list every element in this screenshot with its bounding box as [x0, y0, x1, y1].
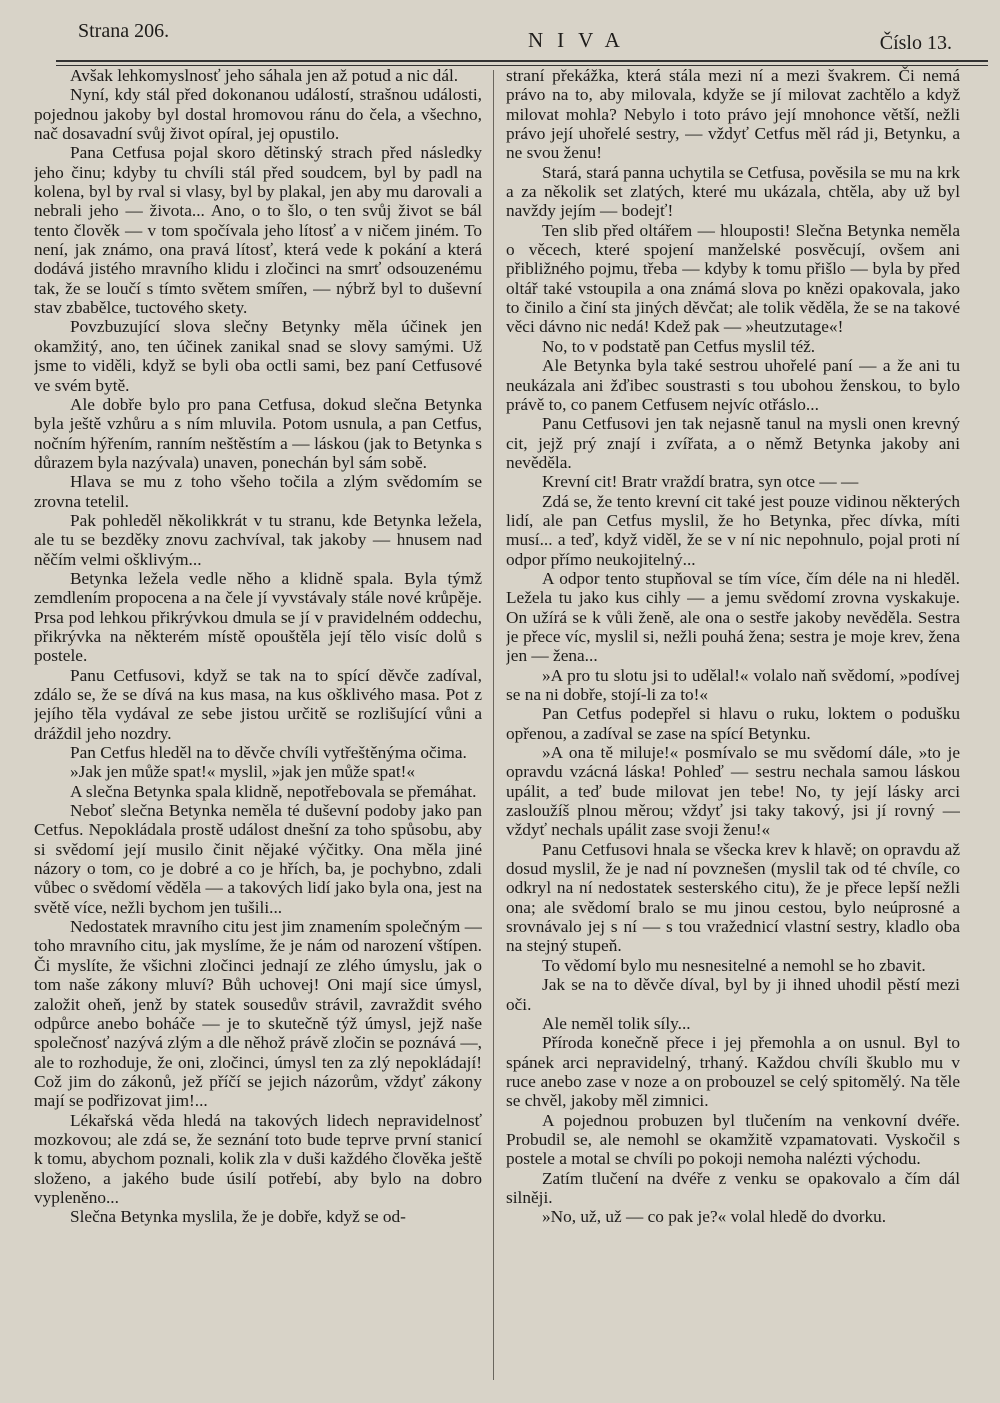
- paragraph: No, to v podstatě pan Cetfus myslil též.: [542, 336, 816, 356]
- paragraph: Zdá se, že tento krevní cit také jest pouze vidinou některých lidí, ale pan Cetfus myslil, že ho Betynka, přec dívka, míti musí... a teď, když viděl, že se v ní nic nepohnulo, pojal proti ní odpor přímo neukojitelný...: [506, 491, 960, 569]
- paragraph: Nedostatek mravního citu jest jim znamením společným — toho mravního citu, jak myslíme, že je nám od narození vštípen. Či myslíte, že všichni zločinci jednají ze zlého úmyslu, jak o tom naše zákony mluví? Bůh uchovej! Oni mají sice úmysl, založit oheň, jenž by statek sousedův strávil, zavraždit svého odpůrce anebo boháče — je to skutečně týž úmysl, jejž naše společnosť nazývá zlým a dle něhož právě zločin se poznává —, ale to rozhoduje, že oni, zločinci, úmysl ten za zlý nepokládají! Což jim do zákonů, jež příčí se jejich názorům, vždyť zákony mají se podřizovat jim!...: [34, 917, 482, 1111]
- paragraph: »A pro tu slotu jsi to udělal!« volalo naň svědomí, »podívej se na ni dobře, stojí-li za to!«: [506, 665, 960, 704]
- page-number: Strana 206.: [78, 20, 170, 42]
- paragraph: Jak se na to děvče díval, byl by ji ihned uhodil pěstí mezi oči.: [506, 975, 960, 1014]
- paragraph: Stará, stará panna uchytila se Cetfusa, pověsila se mu na krk a za několik set zlatých, které mu ukázala, chtěla, aby už byl navždy jejím — bodejť!: [506, 162, 960, 221]
- paragraph: Pan Cetfus hleděl na to děvče chvíli vytřeštěnýma očima.: [70, 743, 467, 763]
- paragraph: A odpor tento stupňoval se tím více, čím déle na ni hleděl. Ležela tu jako kus cihly — a jemu svědomí zrovna vyskakuje. On užírá se k vůli ženě, ale ona o sestře jakoby nevěděla. Sestra je přece víc, myslil si, nežli pouhá žena; sestra je moje krev, žena jen — žena...: [506, 568, 960, 666]
- paragraph: Betynka ležela vedle něho a klidně spala. Byla týmž zemdlením propocena a na čele jí vyvstávaly stále nové krůpěje. Prsa pod lehkou přikrývkou dmula se jí v pravidelném oddechu, přikrývka na některém místě opouštěla její tělo visíc dolů s postele.: [34, 568, 482, 666]
- paragraph: Ten slib před oltářem — hlouposti! Slečna Betynka neměla o věcech, které spojení manželské posvěcují, ovšem ani přibližného pojmu, třeba — kdyby k tomu přišlo — byla by před oltář také vstoupila a ona známá slova po knězi opakovala, jako to činilo a činí sta jiných děvčat; ale tolik věděla, že se na takové věci dávno nic nedá! Kdež pak — »heutzutage«!: [506, 220, 960, 337]
- paragraph: Zatím tlučení na dvéře z venku se opakovalo a čím dál silněji.: [506, 1168, 960, 1207]
- paragraph: Pana Cetfusa pojal skoro dětinský strach před následky jeho činu; kdyby tu chvíli stál před soudcem, byl by padl na kolena, byl by rval si vlasy, byl by plakal, jen aby mu darovali a nebrali jeho — života... Ano, o to šlo, o ten svůj život se bál tento člověk — v tom spočívala jeho lítosť a v ničem jiném. To není, jak známo, ona pravá lítosť, která vede k pokání a která dodává jistého mravního klidu i zločinci na smrť odsouzenému tak, že se loučí s tímto světem smířen, — nýbrž byl to duševní stav zbabělce, tuctového skety.: [34, 143, 482, 318]
- paragraph: Ale Betynka byla také sestrou uhořelé paní — a že ani tu neukázala ani žďibec soustrasti s tou ubohou ženskou, to bylo právě to, co panem Cetfusem nejvíc otřáslo...: [506, 356, 960, 414]
- paragraph: »No, už, už — co pak je?« volal hledě do dvorku.: [542, 1207, 887, 1227]
- paragraph: To vědomí bylo mu nesnesitelné a nemohl se ho zbavit.: [542, 955, 926, 975]
- paragraph: Panu Cetfusovi, když se tak na to spící děvče zadíval, zdálo se, že se dívá na kus masa, na kus ošklivého masa. Pot z jejího těla vydával ze sebe jistou určitě se rozlišující vůni a dráždil jeho nozdry.: [34, 665, 482, 743]
- page-header: [78, 14, 960, 54]
- paragraph: »Jak jen může spat!« myslil, »jak jen může spat!«: [70, 762, 416, 782]
- paragraph: Panu Cetfusovi hnala se všecka krev k hlavě; on opravdu až dosud myslil, že je nad ní povznešen (myslil tak od té chvíle, co odkryl na ní nedostatek sesterského citu), že je přece lepší nežli ona; ale svědomí bralo se mu jinou cestou, bylo neúprosné a srovnávalo jej s ní — s tou vražednicí vlastní sestry, kladlo oba na stejný stupeň.: [506, 839, 960, 956]
- paragraph: Pak pohleděl několikkrát v tu stranu, kde Betynka ležela, ale tu se bezděky znovu zachvíval, tak jakoby — hnusem nad něčím velmi ošklivým...: [34, 510, 482, 569]
- publication-title: NIVA: [528, 28, 634, 52]
- paragraph: Lékařská věda hledá na takových lidech nepravidelnosť mozkovou; ale zdá se, že seznání toto bude teprve první stanicí k tomu, abychom poznali, kolik zla v duši každého člověka ještě složeno, a jakého bude úsilí potřebí, aby bylo na dobro vypleněno...: [34, 1110, 482, 1207]
- header-rule: [56, 60, 988, 62]
- paragraph: Ale dobře bylo pro pana Cetfusa, dokud slečna Betynka byla ještě vzhůru a s ním mluvila. Potom usnula, a pan Cetfus, nočním hýřením, ranním neštěstím a — láskou (jak to Betynka s důrazem byla nazývala) unaven, ponechán byl sám sobě.: [34, 394, 482, 472]
- paragraph: Povzbuzující slova slečny Betynky měla účinek jen okamžitý, ano, ten účinek zanikal snad se slovy samými. Už jsme to viděli, když se byli oba octli sami, bez paní Cetfusové ve svém bytě.: [34, 317, 482, 395]
- paragraph: Krevní cit! Bratr vraždí bratra, syn otce — —: [542, 472, 859, 492]
- paragraph: Ale neměl tolik síly...: [542, 1013, 691, 1033]
- paragraph: A slečna Betynka spala klidně, nepotřebovala se přemáhat.: [70, 781, 477, 801]
- paragraph: Neboť slečna Betynka neměla té duševní podoby jako pan Cetfus. Nepokládala prostě událost dnešní za toho spůsobu, aby si svědomí její musilo činit nějaké výčitky. Ona měla jiné názory o tom, co je dobré a co je hřích, ba, je pochybno, zdali vůbec o svědomí věděla — a takových lidí jako byla ona, jest na světě více, nežli bychom jen tušili...: [34, 801, 482, 917]
- paragraph: straní překážka, která stála mezi ní a mezi švakrem. Či nemá právo na to, aby milovala, kdyže se jí milovat zachtělo a když milovat mohla? Nebylo i toto právo její mnohonce větší, nežli právo její uhořelé sestry, — vždyť Cetfus měl rád ji, Betynku, a ne svou ženu!: [506, 66, 960, 163]
- paragraph: Nyní, kdy stál před dokonanou událostí, strašnou události, pojednou jakoby byl dostal hromovou ránu do čela, a všechno, nač dosavadní svůj život opíral, jej opustilo.: [34, 85, 482, 144]
- right-column: [506, 66, 960, 1386]
- paragraph: Pan Cetfus podepřel si hlavu o ruku, loktem o podušku opřenou, a zadíval se zase na spící Betynku.: [506, 704, 960, 743]
- paragraph: Hlava se mu z toho všeho točila a zlým svědomím se zrovna tetelil.: [34, 472, 482, 511]
- column-divider: [493, 70, 494, 1380]
- paragraph: »A ona tě miluje!« posmívalo se mu svědomí dále, »to je opravdu vzácná láska! Pohleď — sestru nechala samou láskou upálit, a teď bude milovat jen tebe! No, ty její lásky arci zasloužíš plnou měrou; vždyť jsi taky takový, jsi jí rovný — vždyť nechals upálit zase svoji ženu!«: [506, 743, 960, 840]
- paragraph: Avšak lehkomyslnosť jeho sáhala jen až potud a nic dál.: [70, 66, 459, 85]
- paragraph: Příroda konečně přece i jej přemohla a on usnul. Byl to spánek arci nepravidelný, trhaný. Každou chvíli škublo mu v ruce anebo zase v noze a on probouzel se celý spitomělý. Na těle se chvěl, jakoby měl zimnici.: [506, 1033, 960, 1111]
- paragraph: Panu Cetfusovi jen tak nejasně tanul na mysli onen krevný cit, jejž prý znají i zvířata, a o němž Betynka jakoby ani nevěděla.: [506, 414, 960, 472]
- left-column: [34, 66, 482, 1386]
- issue-number: Číslo 13.: [879, 32, 952, 54]
- paragraph: Slečna Betynka myslila, že je dobře, když se od-: [70, 1207, 406, 1227]
- paragraph: A pojednou probuzen byl tlučením na venkovní dvéře. Probudil se, ale nemohl se okamžitě vzpamatovati. Vyskočil s postele a motal se chvíli po pokoji nemoha nalézti východu.: [506, 1110, 960, 1169]
